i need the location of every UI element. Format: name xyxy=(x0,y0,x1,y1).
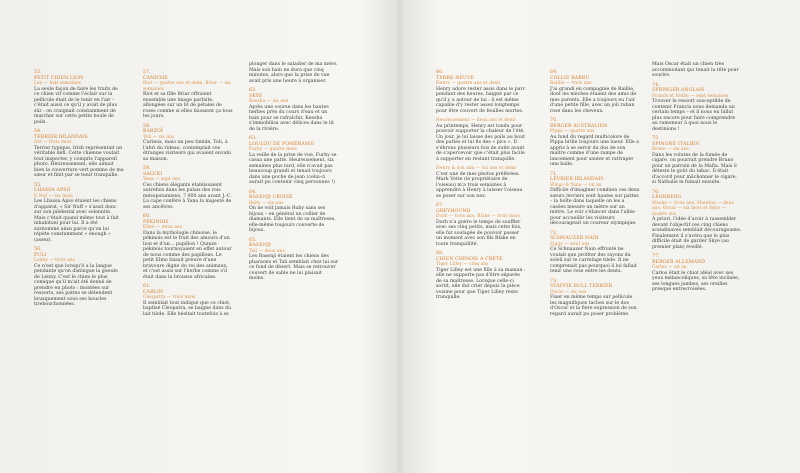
breed-entry xyxy=(436,118,526,162)
entry-text: Les Lhassa Apso étaient les chiens d'apparat, « Sir Nuff » s'assit donc sur son piédestal avec solennité. Mais c'était quand même tout à fait inhabituel pour lui. Il a été surnommé ainsi parce qu'on lui répète constamment « enough » (assez). xyxy=(34,199,119,243)
breed-title: SKYE xyxy=(249,93,263,99)
entry-text: Dans les volutes de la fumée de cigare, on pourrait prendre Bruno pour un parrain de la Mafia. Mais il déteste le goût du tabac. Il était d'accord pour mâchonner le cigare, si Nathalie le fumait ensuite. xyxy=(652,152,737,185)
breed-entry xyxy=(436,251,526,301)
breed-entry xyxy=(143,70,233,120)
entry-text: C'est une de mes photos préférées. Mark Vette (le propriétaire de l'oiseau) m'a trois semaines à apprendre à Henry à laisser l'oiseau se poser sur son nez. xyxy=(436,171,523,199)
left-column-2 xyxy=(143,70,233,321)
entry-text: A priori, l'idée d'avoir à rassembler devant l'objectif ces cinq chiens scandinaves semblait décourageante. Finalement il s'avéra que le plus difficile était de garder Skye (au premier plan) éveillé. xyxy=(652,217,742,250)
breed-title: CARLIN xyxy=(143,289,164,295)
breed-title: BASENJI xyxy=(249,243,271,248)
entry-text: Curieux, mais un peu timide, Toli, à l'abri du rideau, contemplait ces étranges visiteurs qui avaient envahi sa maison. xyxy=(143,140,231,162)
breed-entry xyxy=(143,284,233,317)
breed-entry xyxy=(34,70,124,125)
breed-entry xyxy=(143,166,233,210)
breed-title: BASENJI CROISÉ xyxy=(249,195,293,200)
entry-number: 72. xyxy=(550,230,558,236)
entry-number: 57. xyxy=(143,70,151,75)
right-column-3 xyxy=(652,62,742,297)
breed-entry xyxy=(143,124,233,163)
breed-title: SALUKI xyxy=(143,171,163,177)
dog-name-age: Carlos — un an xyxy=(652,265,687,270)
entry-text: Riot et sa fille Briar offraient ensemble une image parfaite, allongées sur un lit de pétales de roses comme si elles faisaient ça tous les jours. xyxy=(143,92,233,119)
entry-text: Au fond du regard multicolore de Pippa brille toujours une lueur. Elle a appris à se servir du dos de son maître comme d'une rampe de lancement pour sauter et rattraper une balle. xyxy=(550,134,639,167)
entry-text: Les Basenji étaient les chiens des pharaons et Tali semblait chez lui sur ce fond de désert. Mais se retrouver couvert de sable ne lui plaisait moins. xyxy=(249,254,339,281)
breed-title: GREYHOUND xyxy=(436,208,471,214)
entry-number: 77. xyxy=(652,254,660,259)
continued-text: plonger dans le saladier de ma mère. Mais son bain ne dura que cinq minutes, alors que la prise de vue avait pris une heure à organiser. xyxy=(249,62,338,84)
dog-name-age: Lex — huit semaines xyxy=(34,81,82,86)
breed-title: LOULOU DE POMÉRANIE xyxy=(249,141,315,147)
breed-title: LHASSA APSO xyxy=(34,188,71,193)
dog-name-age: Wings & Yana — un an xyxy=(550,182,602,188)
entry-text: Après une course dans les hautes herbes près du cours d'eau et un bain pour se rafraîchir, Keesha s'immobilisa avec délices dans le lit de la rivière. xyxy=(249,104,334,132)
entry-text: Fixer en même temps sur pellicule les magnifiques taches sur le dos d'Oscar et la fière expression de son regard aurait pu poser problème. xyxy=(550,295,637,317)
entry-text: Tiger Lilley est une fille à sa maman : elle ne supporte pas d'être séparée de sa maîtresse. Lorsque celle-ci sortit, elle dut crier depuis la pièce voisine pour que Tiger Lilley reste tranquille. xyxy=(436,267,526,300)
dog-name-age: E.Nuf — six mois xyxy=(34,193,73,199)
dog-name-age: Franck et Nellie — sept semaines xyxy=(652,93,729,99)
dog-name-age: Henry — quatre ans et demi xyxy=(436,81,501,86)
entry-text: Ces chiens élégants établissaient autrefois dans les palais des rois mésopotamiens, 7 000 ans avant J.-C. La cape confère à Yana la majesté de ses ancêtres. xyxy=(143,182,232,210)
breed-entry xyxy=(249,136,339,186)
dog-name-age: Tali — deux ans xyxy=(249,248,285,254)
entry-number: 58. xyxy=(143,123,151,129)
entry-number: 64. xyxy=(249,189,257,195)
breed-title: SPRINGER ANGLAIS xyxy=(652,88,705,93)
breed-entry xyxy=(550,172,640,227)
entry-text: Carlos était le chiot idéal avec ses yeux mélancoliques, sa tête inclinée, ses longues jambes, ses oreilles presque entrecroisées. xyxy=(652,270,740,292)
entry-number: 66. xyxy=(436,70,444,75)
breed-entry xyxy=(652,254,742,293)
dog-name-age: Yana — sept ans xyxy=(143,177,181,182)
breed-entry xyxy=(34,183,124,244)
dog-name-age: Pippa — quatre ans xyxy=(550,129,595,134)
dog-name-age: Dorb — trois ans, Blake — trois mois xyxy=(436,214,520,219)
dog-name-age: Elmo — deux ans xyxy=(143,225,183,230)
breed-title: CANICHE xyxy=(143,75,168,81)
entry-text: Terrier typique, Irish représentait un véritable défi. Cette chienne voulait tout inspecter, y compris l'appareil photo. Heureusement, elle aimait bien la couverture vert pomme de ma sœur et finit par se tenir tranquille. xyxy=(34,145,124,178)
entry-number: 67. xyxy=(436,203,444,208)
entry-number: 69. xyxy=(550,70,558,75)
entry-number: 63. xyxy=(249,136,257,141)
breed-entry xyxy=(652,136,742,186)
dog-name-age: Bruno — six ans xyxy=(652,147,689,152)
breed-entry xyxy=(550,231,640,275)
entry-text: Trouver le ressort susceptible de contenir Francis nous demanda un certain temps – et il nous en fallut plus encore pour faire comprendre au ramoneur à quoi nous le destinions ! xyxy=(652,99,736,132)
right-page xyxy=(400,0,800,473)
entry-text: Il semblait tout indiqué que ce chiot, baptisé Cleopatra, se baigne dans du lait tiède. Elle hésitait toutefois à se xyxy=(143,300,232,317)
dog-name-age: Toli — six ans xyxy=(143,134,175,140)
dog-name-age: Ziggy — neuf ans xyxy=(550,241,590,247)
breed-title: CHIEN CHINOIS À CRÊTE xyxy=(436,256,503,262)
breed-title: LEONBERG xyxy=(652,195,682,200)
breed-entry xyxy=(143,214,233,280)
entry-text: Ce n'est que lorsqu'il a la langue pendante qu'on distingue la gueule de Lenny. C'est le chien le plus comique qu'il m'ait été donné de prendre en photo : montées sur ressorts, ses pattes se détendent brusquement sous ses boucles tirebouchonnées. xyxy=(34,263,118,307)
entry-number: 55. xyxy=(34,182,42,188)
breed-title: BERGER AUSTRALIEN xyxy=(550,123,608,129)
breed-title: PULI xyxy=(34,252,47,258)
entry-number: 68. xyxy=(436,251,444,256)
entry-text: J'ai grandi en compagnie de Baillie, dont les mèches étaient des amis de mes parents. Elle a toujours eu l'air d'une petite fille, avec un joli ruban rose dans les cheveux. xyxy=(550,86,637,114)
entry-text: Au printemps, Henry est tondu pour pouvoir supporter la chaleur de l'été. Un jour, je lui laisse des poils au bout des pattes et lui fis des « pics ». Il s'ébrous plusieurs fois de suite avant de s'apercevoir que c'était plus facile à supporter en restant tranquille. xyxy=(436,123,525,162)
breed-entry xyxy=(436,166,526,199)
entry-number: 73. xyxy=(550,278,558,284)
entry-text: On ne voit jamais Ruby sans ses bijoux – en général un collier de diamants. Elle tient de sa maîtresse, elle-même toujours couverte de bijoux. xyxy=(249,206,336,233)
dog-name-age: Riot — quatre ans et demi, Briar — six semaines xyxy=(143,81,231,92)
dog-name-age: Iris — trois mois xyxy=(34,140,72,145)
breed-title: SCHNAUZER NAIN xyxy=(550,236,599,241)
left-column-3 xyxy=(249,62,339,286)
breed-entry xyxy=(249,190,339,234)
breed-entry xyxy=(34,247,124,308)
breed-title: STAFFIE BULL TERRIER xyxy=(550,284,613,289)
breed-entry xyxy=(550,279,640,318)
entry-number: 54. xyxy=(34,129,42,134)
entry-text: Dorb n'a guère le temps de souffler avec ses cinq petits, mais cette fois, elle fut soulagée de pouvoir passer un moment avec son fils Blake en toute tranquillité. xyxy=(436,219,522,247)
entry-number: 70. xyxy=(550,118,558,123)
right-column-2 xyxy=(550,70,640,321)
entry-text: Henry adore rester assis dans le parc pendant des heures, baigné par ce qu'il y a autour de lui : il est même capable d'y rester assez longtemps pour être couvert de feuilles mortes. xyxy=(436,86,526,114)
entry-text: Ce Schnauzer Nain effronté ne voulait que profiter des rayons du soleil sur le carrelage tiède. Il ne comprenait pas pourquoi il lui fallait tenir une rose entre les dents. xyxy=(550,247,637,274)
dog-name-age: Oscar — six ans xyxy=(550,289,587,295)
entry-text: Dans la mythologie chinoise, le pékinois est le fruit des amours d'un lion et d'un… papillon ! Quinze pékinois tournoyaient en effet autour de nous comme des papillons. Le petit Elmo faisait preuve d'une bravoure digne du roi des animaux, et c'est assis sur l'herbe comme s'il était dans la brousse africaine. xyxy=(143,230,232,280)
breed-entry xyxy=(436,203,526,247)
entry-number: 62. xyxy=(249,88,257,93)
right-column-1 xyxy=(436,70,526,305)
entry-number: 74. xyxy=(652,82,660,88)
breed-title: SPINONE ITALIEN xyxy=(652,141,700,147)
entry-number: 71. xyxy=(550,171,558,177)
dog-name-age: Keesha — six ans xyxy=(249,99,289,104)
entry-number: 56. xyxy=(34,247,42,252)
entry-number: 59. xyxy=(143,166,151,171)
breed-title: PETIT CHIEN LION xyxy=(34,75,84,81)
breed-title: TERRIER IRLANDAIS xyxy=(34,134,88,140)
breed-entry xyxy=(550,70,640,114)
dog-name-age: Baillie — trois ans xyxy=(550,81,592,86)
breed-entry xyxy=(249,238,339,282)
breed-entry xyxy=(550,118,640,168)
breed-title: COLLIE BARBU xyxy=(550,75,590,81)
breed-entry xyxy=(249,88,339,132)
breed-entry xyxy=(652,190,742,251)
left-column-1 xyxy=(34,70,124,312)
dog-name-age: Wooka — trois ans, Manitou — deux ans, Oscar — six mois et Skye — quatre ans xyxy=(652,200,735,217)
entry-text: La seule façon de faire les traits de ce chien vif comme l'éclair sur la pellicule était de le tenir en l'air – c'était aussi ce qu'il y avait de plus sûr : on craignait constamment de marcher sur cette petite boule de poils. xyxy=(34,86,118,125)
entry-number: 75. xyxy=(652,136,660,141)
breed-title: LÉVRIER IRLANDAIS xyxy=(550,177,604,182)
breed-title: PÉKINOIS xyxy=(143,219,169,225)
breed-entry xyxy=(436,70,526,114)
breed-entry xyxy=(34,129,124,179)
breed-entry xyxy=(652,83,742,133)
continued-text: Mais Oscar était un chien très accommodant qui tenait la tête pour sourire. xyxy=(652,62,739,78)
entry-number: 61. xyxy=(143,284,151,289)
breed-title: BARZOÏ xyxy=(143,129,163,134)
entry-number: 53. xyxy=(34,70,42,75)
dog-name-age: Lenny — trois ans xyxy=(34,258,75,263)
entry-number: 60. xyxy=(143,214,151,219)
entry-text: La veille de la prise de vue, Furby se cassa une patte. Heureusement, six semaines plus tard, elle n'avait pas beaucoup grandi et tenait toujours dans une poche de jean (celui-ci aurait pu contenir cinq personnes !) xyxy=(249,152,337,185)
dog-name-age: Ruby — six ans xyxy=(249,200,284,206)
dog-name-age: Tiger Lilley — cinq ans xyxy=(436,262,489,267)
breed-title: TERRE-NEUVE xyxy=(436,75,475,81)
entry-number: 65. xyxy=(249,237,257,243)
dog-name-age: Henry & son ami — six ans et demi xyxy=(436,166,517,171)
breed-title: BERGER ALLEMAND xyxy=(652,259,706,265)
entry-number: 76. xyxy=(652,189,660,195)
dog-name-age: Heureusement — deux ans et demi xyxy=(436,118,516,123)
entry-text: Difficile d'imaginer combien ces deux sœurs lévriers sont hautes sur pattes – la boîte dans laquelle on les a casées mesure un mètre sur un mètre. Le voir s'élancer dans l'allée pour accueillir les visiteurs décourageait un coureur olympique. xyxy=(550,188,640,226)
dog-name-age: Furby — quatre mois xyxy=(249,147,297,152)
dog-name-age: Cleopatra — trois mois xyxy=(143,295,196,300)
